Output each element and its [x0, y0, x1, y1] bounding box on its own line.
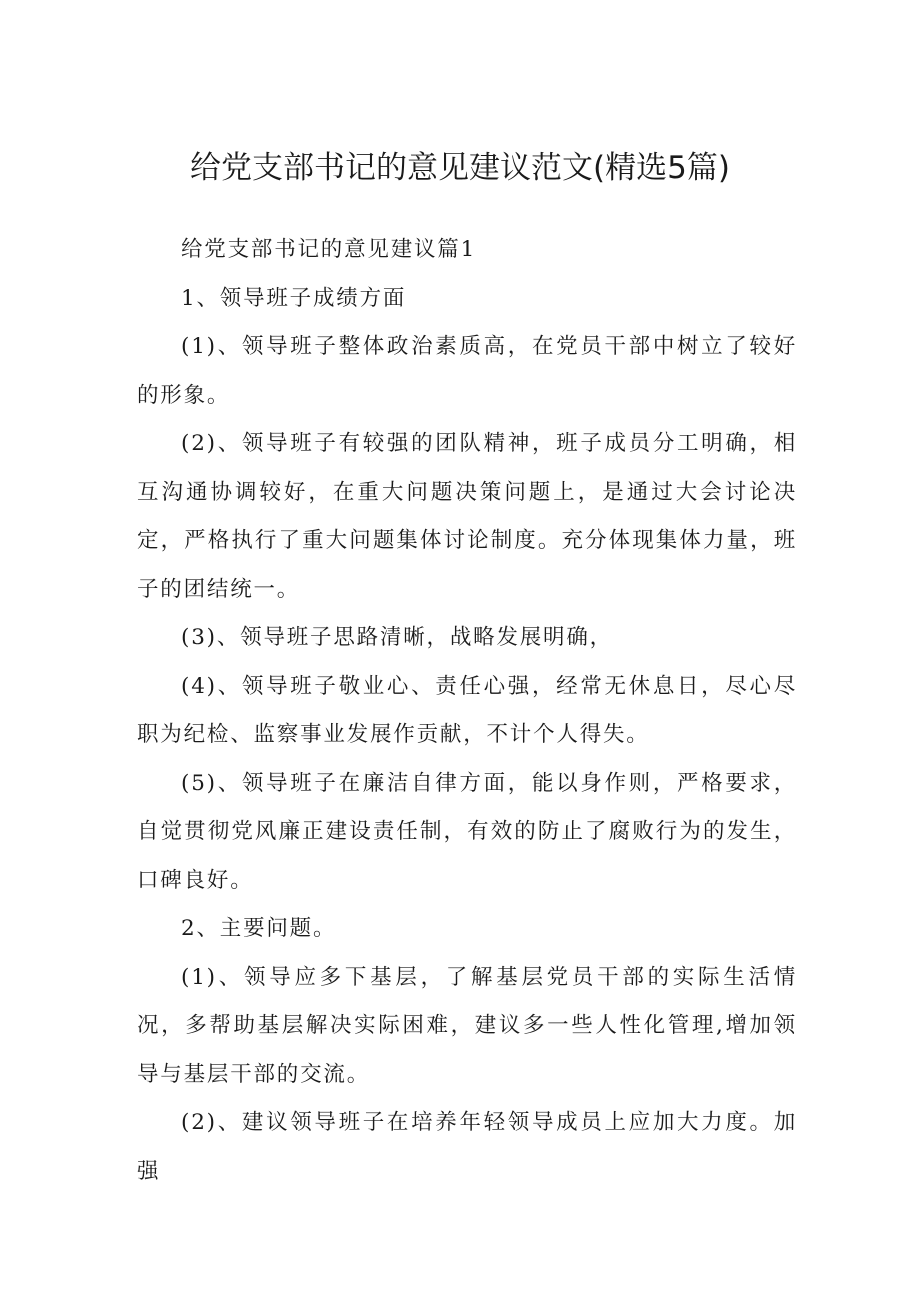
paragraph-achievement-1: (1)、领导班子整体政治素质高，在党员干部中树立了较好的形象。 [137, 334, 797, 408]
subsection-heading-achievements: 1、领导班子成绩方面 [181, 285, 407, 311]
paragraph-problem-1: (1)、领导应多下基层，了解基层党员干部的实际生活情况，多帮助基层解决实际困难，建议多一些人性化管理,增加领导与基层干部的交流。 [137, 964, 797, 1087]
paragraph-achievement-2: (2)、领导班子有较强的团队精神，班子成员分工明确，相互沟通协调较好，在重大问题决策问题上，是通过大会讨论决定，严格执行了重大问题集体讨论制度。充分体现集体力量，班子的团结统一。 [137, 431, 797, 602]
paragraph-problem-2: (2)、建议领导班子在培养年轻领导成员上应加大力度。加强 [137, 1110, 797, 1184]
section-heading-1: 给党支部书记的意见建议篇1 [181, 237, 477, 262]
document-body [137, 226, 797, 1196]
paragraph-achievement-3: (3)、领导班子思路清晰，战略发展明确， [181, 625, 613, 650]
paragraph-achievement-5: (5)、领导班子在廉洁自律方面，能以身作则，严格要求，自觉贯彻党风廉正建设责任制，有效的防止了腐败行为的发生，口碑良好。 [137, 770, 797, 893]
subsection-heading-problems: 2、主要问题。 [181, 916, 337, 941]
paragraph-achievement-4: (4)、领导班子敬业心、责任心强，经常无休息日，尽心尽职为纪检、监察事业发展作贡献，不计个人得失。 [137, 673, 797, 747]
document-title: 给党支部书记的意见建议范文(精选5篇) [190, 150, 730, 186]
